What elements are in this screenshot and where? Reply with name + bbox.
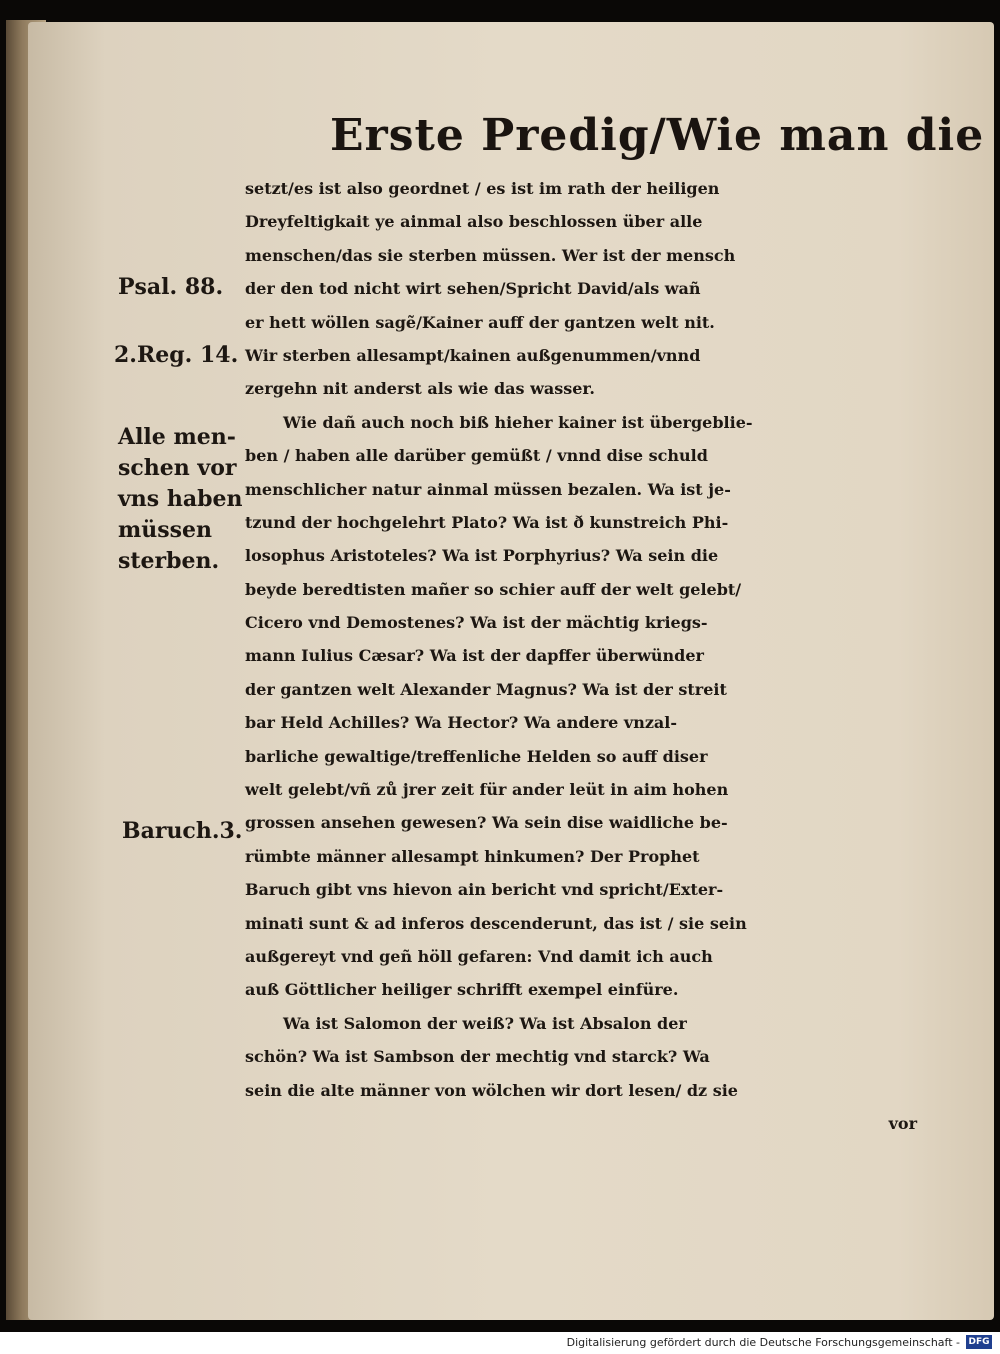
text-line: beyde beredtisten mañer so schier auff der welt gelebt/ [245,579,742,599]
text-line: ben / haben alle darüber gemüßt / vnnd dise schuld [245,446,708,466]
text-line: welt gelebt/vñ zů jrer zeit für ander leüt in aim hohen [245,780,729,800]
margin-note-alle-4: müssen [118,517,213,543]
text-line: Wir sterben allesampt/kainen außgenummen/vnnd [245,345,701,365]
text-line: Wie dañ auch noch biß hieher kainer ist übergeblie- [283,412,753,432]
text-line: losophus Aristoteles? Wa ist Porphyrius? Wa sein die [245,546,719,566]
text-line: Wa ist Salomon der weiß? Wa ist Absalon der [283,1013,687,1033]
footer-credit: Digitalisierung gefördert durch die Deutsche Forschungsgemeinschaft - [566,1336,960,1349]
catchword: vor [888,1113,917,1133]
dfg-logo-icon: DFG [966,1335,992,1349]
margin-note-reg: 2.Reg. 14. [114,342,239,368]
running-head: Erste Predig/Wie man die [330,110,985,161]
text-line: tzund der hochgelehrt Plato? Wa ist ð kunstreich Phi- [245,512,729,532]
text-line: menschen/das sie sterben müssen. Wer ist der mensch [245,245,736,265]
margin-note-alle-1: Alle men- [118,424,236,450]
text-line: menschlicher natur ainmal müssen bezalen. Wa ist je- [245,479,731,499]
text-line: sein die alte männer von wölchen wir dort lesen/ dz sie [245,1080,738,1100]
footer-bar [0,1332,1000,1354]
margin-note-alle-3: vns haben [118,486,243,512]
text-line: minati sunt & ad inferos descenderunt, das ist / sie sein [245,913,747,933]
text-line: grossen ansehen gewesen? Wa sein dise waidliche be- [245,813,728,833]
text-line: Baruch gibt vns hievon ain bericht vnd spricht/Exter- [245,880,724,900]
text-line: zergehn nit anderst als wie das wasser. [245,379,595,399]
margin-note-baruch: Baruch.3. [122,818,243,844]
text-line: setzt/es ist also geordnet / es ist im rath der heiligen [245,179,720,198]
text-line: schön? Wa ist Sambson der mechtig vnd starck? Wa [245,1047,710,1067]
text-line: barliche gewaltige/treffenliche Helden so auff diser [245,746,708,766]
text-line: außgereyt vnd geñ höll gefaren: Vnd damit ich auch [245,946,713,966]
text-line: Cicero vnd Demostenes? Wa ist der mächtig kriegs- [245,613,708,633]
margin-note-alle-5: sterben. [118,548,220,574]
margin-note-alle-2: schen vor [118,455,237,481]
text-line: mann Iulius Cæsar? Wa ist der dapffer überwünder [245,646,704,666]
text-line: rümbte männer allesampt hinkumen? Der Prophet [245,846,700,866]
text-line: auß Göttlicher heiliger schrifft exempel einfüre. [245,980,679,1000]
text-line: er hett wöllen sagẽ/Kainer auff der gantzen welt nit. [245,312,715,332]
margin-note-psalm: Psal. 88. [118,274,224,300]
text-line: der gantzen welt Alexander Magnus? Wa ist der streit [245,679,727,699]
text-line: Dreyfeltigkait ye ainmal also beschlossen über alle [245,212,703,232]
text-line: der den tod nicht wirt sehen/Spricht David/als wañ [245,279,701,299]
text-line: bar Held Achilles? Wa Hector? Wa andere vnzal- [245,713,677,733]
body-text [245,172,945,1140]
